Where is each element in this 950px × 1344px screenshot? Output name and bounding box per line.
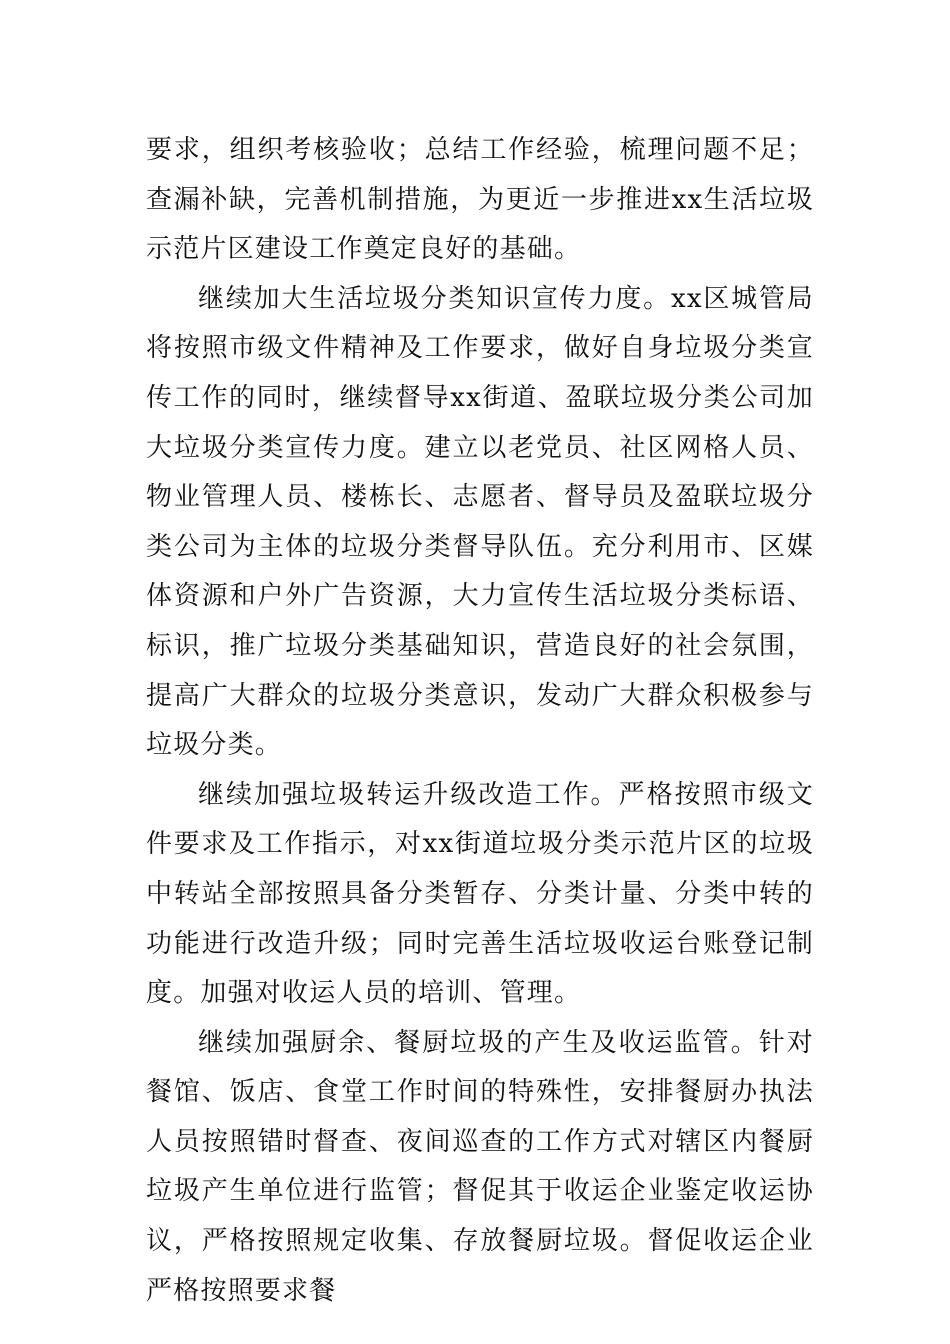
paragraph-publicity: 继续加大生活垃圾分类知识宣传力度。xx区城管局将按照市级文件精神及工作要求，做好自身垃圾分类宣传工作的同时，继续督导xx街道、盈联垃圾分类公司加大垃圾分类宣传力度。建立以老党员、社区网格人员、物业管理人员、楼栋长、志愿者、督导员及盈联垃圾分类公司为主体的垃圾分类督导队伍。充分利用市、区媒体资源和户外广告资源，大力宣传生活垃圾分类标语、标识，推广垃圾分类基础知识，营造良好的社会氛围，提高广大群众的垃圾分类意识，发动广大群众积极参与垃圾分类。: [146, 283, 814, 761]
paragraph-transfer-upgrade: 继续加强垃圾转运升级改造工作。严格按照市级文件要求及工作指示，对xx街道垃圾分类示范片区的垃圾中转站全部按照具备分类暂存、分类计量、分类中转的功能进行改造升级；同时完善生活垃圾收运台账登记制度。加强对收运人员的培训、管理。: [146, 779, 814, 1009]
paragraph-kitchen-waste: 继续加强厨余、餐厨垃圾的产生及收运监管。针对餐馆、饭店、食堂工作时间的特殊性，安排餐厨办执法人员按照错时督查、夜间巡查的工作方式对辖区内餐厨垃圾产生单位进行监管；督促其于收运企业鉴定收运协议，严格按照规定收集、存放餐厨垃圾。督促收运企业严格按照要求餐: [146, 1027, 814, 1306]
paragraph-continuation: 要求，组织考核验收；总结工作经验，梳理问题不足；查漏补缺，完善机制措施，为更近一步推进xx生活垃圾示范片区建设工作奠定良好的基础。: [146, 135, 814, 265]
document-body: [146, 126, 814, 1316]
